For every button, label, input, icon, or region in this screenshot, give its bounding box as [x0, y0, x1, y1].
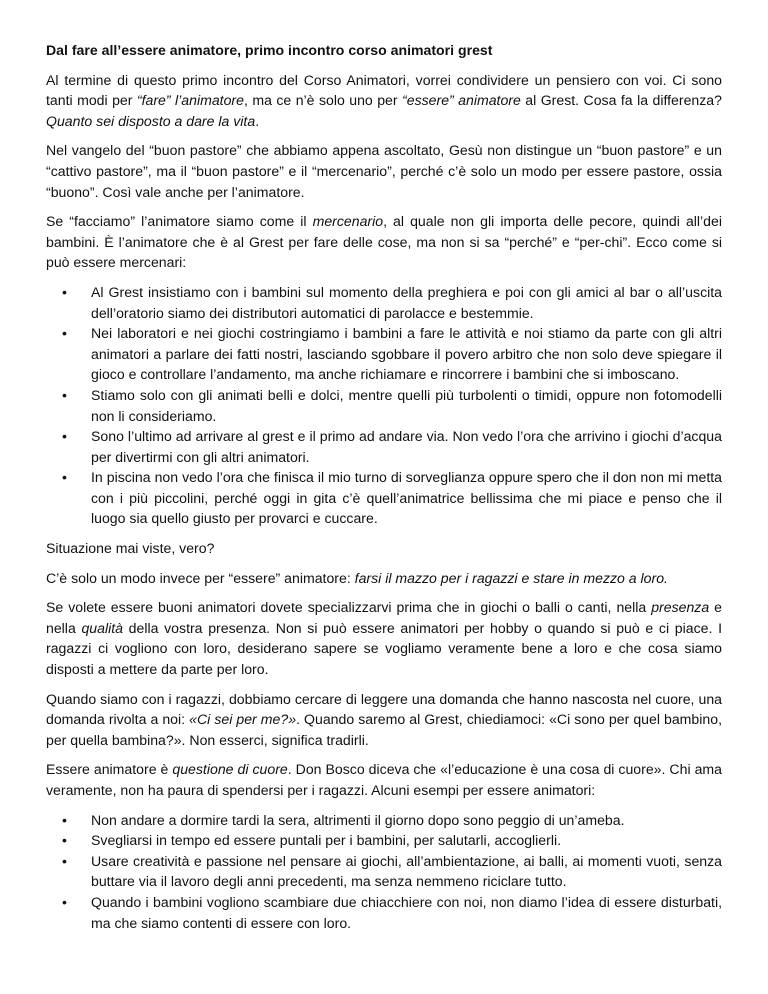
- italic-run: “essere” animatore: [402, 92, 521, 109]
- text-run: Se volete essere buoni animatori dovete specializzarvi prima che in giochi o balli o canti, nella: [46, 599, 652, 616]
- list-item-text: In piscina non vedo l’ora che finisca il mio turno di sorveglianza oppure spero che il don non mi metta con i più piccolini, perché oggi in gita c’è quell’animatrice bellissima che mi piace e penso che il luogo sia quello giusto per provarci e cuccare.: [91, 469, 722, 527]
- bullet-list-esempi: [46, 810, 722, 934]
- bullet-icon: •: [62, 386, 67, 403]
- text-run: della vostra presenza. Non si può essere animatori per hobby o quando si può e ci piace. I ragazzi ci vogliono con loro, desiderano sapere se vogliamo veramente bene a loro e che cosa siamo disposti a mettere da parte per loro.: [46, 619, 722, 678]
- italic-run: “fare” l’animatore: [136, 92, 244, 109]
- list-item-text: Al Grest insistiamo con i bambini sul momento della preghiera e poi con gli amici al bar o all’uscita dell’oratorio siamo dei distributori automatici di parolacce e bestemmie.: [91, 283, 722, 321]
- list-item: [46, 323, 722, 385]
- text-run: Al termine di questo primo incontro del Corso Animatori, vorrei condividere un pensiero con voi. Ci sono tanti modi per: [46, 71, 722, 109]
- list-item-text: Svegliarsi in tempo ed essere puntali per i bambini, per salutarli, accoglierli.: [91, 832, 562, 849]
- bullet-icon: •: [62, 811, 67, 828]
- list-item-text: Usare creatività e passione nel pensare ai giochi, all’ambientazione, ai balli, ai momenti vuoti, senza buttare via il lavoro degli anni precedenti, ma senza nemmeno riciclare tutto.: [91, 852, 722, 890]
- italic-run: Quanto sei disposto a dare la vita: [46, 112, 256, 129]
- bullet-icon: •: [62, 428, 67, 445]
- italic-run: mercenario: [312, 213, 384, 230]
- bullet-icon: •: [62, 852, 67, 869]
- list-item-text: Nei laboratori e nei giochi costringiamo i bambini a fare le attività e noi stiamo da parte con gli altri animatori a parlare dei fatti nostri, lasciando sgobbare il povero arbitro che non solo deve spiegare il gioco e controllare l’andamento, ma anche richiamare e rincorrere i bambini che si imboscano.: [91, 325, 722, 383]
- text-run: , al quale non gli importa delle pecore, quindi all’dei bambini. È l’animatore che è al Grest per fare delle cose, ma non si sa “perché” e “per-chi”. Ecco come si può essere mercenari:: [46, 213, 722, 271]
- list-item: [46, 385, 722, 426]
- paragraph-domanda: [46, 689, 722, 751]
- paragraph-intro: [46, 70, 722, 132]
- paragraph-cuore: [46, 759, 722, 800]
- italic-run: farsi il mazzo per i ragazzi e stare in mezzo a loro.: [354, 569, 668, 586]
- text-run: .: [255, 112, 260, 129]
- bullet-icon: •: [62, 283, 67, 300]
- list-item-text: Non andare a dormire tardi la sera, altrimenti il giorno dopo sono peggio di un’ameba.: [91, 811, 625, 828]
- list-item: [46, 467, 722, 529]
- text-run: al Grest. Cosa fa la differenza?: [520, 92, 722, 109]
- list-item-text: Stiamo solo con gli animati belli e dolci, mentre quelli più turbolenti o timidi, oppure non fotomodelli non li consideriamo.: [91, 386, 722, 424]
- bullet-icon: •: [62, 832, 67, 849]
- list-item: [46, 282, 722, 323]
- bullet-icon: •: [62, 469, 67, 486]
- italic-run: presenza: [651, 599, 710, 616]
- text-run: Quando siamo con i ragazzi, dobbiamo cercare di leggere una domanda che hanno nascosta nel cuore, una domanda rivolta a noi:: [46, 690, 722, 728]
- document-title: Dal fare all’essere animatore, primo incontro corso animatori grest: [46, 42, 493, 58]
- paragraph-situazione: Situazione mai viste, vero?: [46, 540, 215, 557]
- paragraph-presenza: [46, 597, 722, 679]
- list-item: [46, 810, 722, 831]
- bullet-list-mercenari: [46, 282, 722, 529]
- italic-run: «Ci sei per me?»: [189, 711, 297, 728]
- bullet-icon: •: [62, 325, 67, 342]
- list-item: [46, 851, 722, 892]
- text-run: , ma ce n’è solo uno per: [243, 92, 403, 109]
- paragraph-mercenario: [46, 211, 722, 273]
- list-item: [46, 830, 722, 851]
- italic-run: questione di cuore: [172, 761, 288, 778]
- text-run: e nella: [46, 599, 722, 636]
- bullet-icon: •: [62, 893, 67, 910]
- list-item-text: Sono l’ultimo ad arrivare al grest e il primo ad andare via. Non vedo l’ora che arrivino i giochi d’acqua per divertirmi con gli altri animatori.: [91, 428, 722, 465]
- paragraph-vangelo: Nel vangelo del “buon pastore” che abbiamo appena ascoltato, Gesù non distingue un “buon pastore” e un “cattivo pastore”, ma il “buon pastore” e il “mercenario”, perché c’è solo un modo per essere pastore, ossia “buono”. Così vale anche per l’animatore.: [46, 142, 722, 200]
- text-run: C’è solo un modo invece per “essere” animatore:: [46, 569, 355, 586]
- text-run: . Don Bosco diceva che «l’educazione è una cosa di cuore». Chi ama veramente, non ha paura di spendersi per i ragazzi. Alcuni esempi per essere animatori:: [46, 761, 722, 798]
- paragraph-essere: [46, 568, 722, 589]
- italic-run: qualità: [81, 619, 123, 636]
- text-run: Essere animatore è: [46, 761, 173, 778]
- text-run: Se “facciamo” l’animatore siamo come il: [46, 213, 313, 230]
- text-run: . Quando saremo al Grest, chiediamoci: «Ci sono per quel bambino, per quella bambina?». Non esserci, significa tradirli.: [46, 711, 722, 748]
- list-item: [46, 892, 722, 933]
- list-item-text: Quando i bambini vogliono scambiare due chiacchiere con noi, non diamo l’idea di essere disturbati, ma che siamo contenti di essere con loro.: [91, 893, 722, 931]
- list-item: [46, 426, 722, 467]
